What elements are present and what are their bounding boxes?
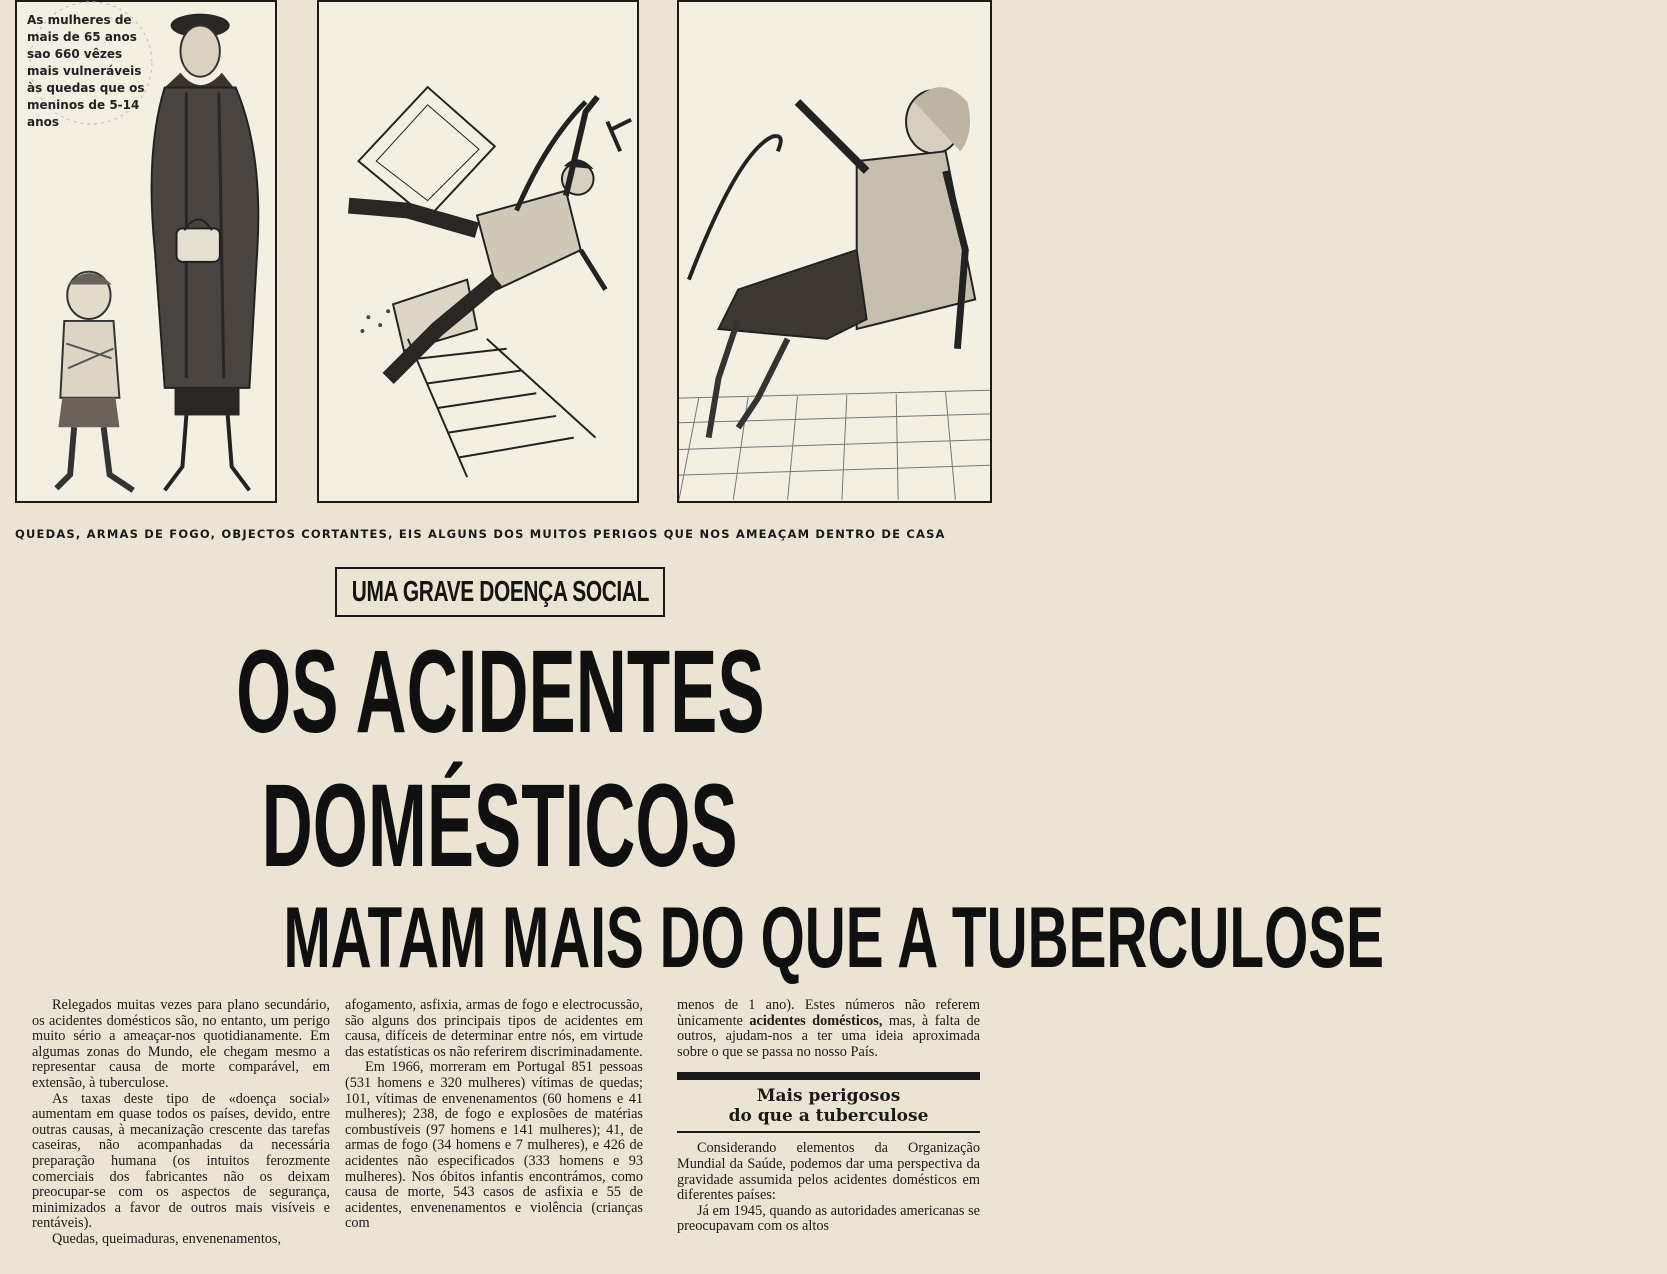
slipping-woman-drawing xyxy=(679,2,990,501)
section-heading-line-2: do que a tuberculose xyxy=(728,1106,929,1127)
illustration-woman-slipping xyxy=(677,0,992,503)
section-heading-box xyxy=(677,1072,980,1133)
paragraph: As taxas deste tipo de «doença social» aumentam em quase todos os países, devido, entre outras causas, à mecanização crescente das tarefas caseiras, não acompanhadas da necessária preparação humana (os intuitos ferozmente comerciais dos fabricantes não os deixam preocupar-se com os aspectos de segurança, minimizados a favor de outros mais visíveis e rentáveis). xyxy=(32,1090,330,1232)
paragraph: Já em 1945, quando as autoridades americanas se preocupavam com os altos xyxy=(677,1202,980,1235)
article-column-2 xyxy=(345,998,643,1232)
paragraph: afogamento, asfixia, armas de fogo e electrocussão, são alguns dos principais tipos de acidentes em causa, difíceis de determinar entre nós, em virtude das estatísticas os não referirem discriminadamente. xyxy=(345,997,643,1060)
section-heading-line-1: Mais perigosos xyxy=(756,1086,901,1107)
kicker-box xyxy=(335,567,665,617)
paragraph-text: mas, à falta de outros, ajudam-nos a ter uma ideia aproximada sobre o que se passa no nosso País. xyxy=(677,1012,981,1060)
figure-caption: QUEDAS, ARMAS DE FOGO, OBJECTOS CORTANTES, EIS ALGUNS DOS MUITOS PERIGOS QUE NOS AMEAÇAM DENTRO DE CASA xyxy=(15,527,946,541)
falling-man-drawing xyxy=(319,2,637,501)
article-column-1 xyxy=(32,998,330,1248)
illustration-woman-and-boy xyxy=(15,0,277,503)
paragraph: Considerando elementos da Organização Mundial da Saúde, podemos dar uma perspectiva da gravidade assumida pelos acidentes domésticos em diferentes países: xyxy=(677,1140,980,1204)
headline-line-2 xyxy=(0,762,1000,890)
statistic-inset-text: As mulheres de mais de 65 anos sao 660 vêzes mais vulneráveis às quedas que os meninos de 5-14 anos xyxy=(27,13,145,129)
headline-line-1 xyxy=(0,628,1000,756)
article-column-3 xyxy=(677,998,980,1235)
subheadline xyxy=(0,890,1384,986)
headline-line-2-text: DOMÉSTICOS xyxy=(262,760,738,892)
paragraph: Relegados muitas vezes para plano secundário, os acidentes domésticos são, no entanto, um perigo muito sério a ameaçar-nos quotidianamente. Em algumas zonas do Mundo, ele chegam mesmo a representar causa de morte comparável, em extensão, à tuberculose. xyxy=(32,997,330,1091)
headline-line-1-text: OS ACIDENTES xyxy=(235,626,765,758)
paragraph xyxy=(677,998,980,1060)
paragraph: Quedas, queimaduras, envenenamentos, xyxy=(52,1230,282,1247)
kicker-label: UMA GRAVE DOENÇA SOCIAL xyxy=(351,575,649,608)
paragraph-text: menos de 1 ano). Estes números não referem ùnicamente xyxy=(677,997,980,1029)
illustration-man-falling-ladder xyxy=(317,0,639,503)
emphasis-text: acidentes domésticos, xyxy=(749,1012,883,1029)
subheadline-text: MATAM MAIS DO QUE A TUBERCULOSE xyxy=(283,890,1384,986)
paragraph: Em 1966, morreram em Portugal 851 pessoas (531 homens e 320 mulheres) vítimas de quedas; 101, vítimas de envenenamentos (60 homens e 41 mulheres); 238, de fogo e explosões de matérias combustíveis (97 homens e 141 mulheres); 41, de armas de fogo (34 homens e 7 mulheres), e 426 de acidentes não especificados (333 homens e 93 mulheres). Nos óbitos infantis encontrámos, como causa de morte, 543 casos de asfixia e 55 de acidentes, envenenamentos e violência (crianças com xyxy=(345,1059,643,1232)
